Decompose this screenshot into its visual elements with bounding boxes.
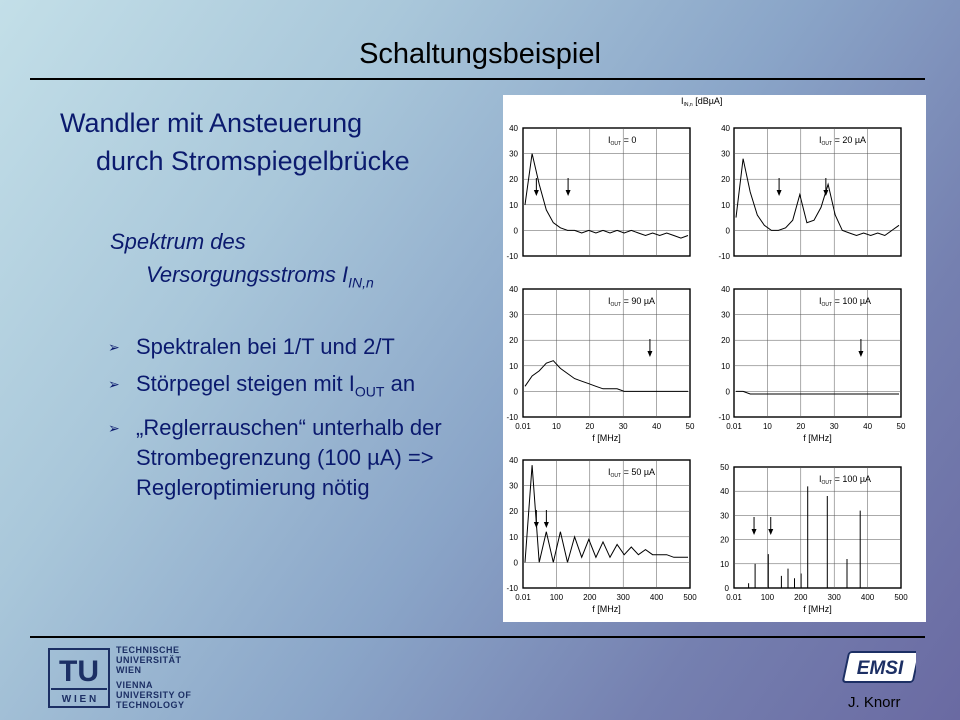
panel-frame (734, 128, 901, 256)
bullet-item (108, 369, 488, 406)
bullet-item (108, 413, 488, 503)
x-tick-label: 40 (863, 422, 873, 431)
spectrum-panel (718, 285, 906, 443)
emsi-text: EMSI (856, 658, 904, 679)
x-axis-label: f [MHz] (803, 604, 832, 614)
y-tick-label: 20 (721, 175, 730, 185)
y-tick-label: 10 (721, 361, 730, 371)
panel-label: $I_{OUT} = 50$ µA (608, 467, 656, 479)
y-tick-label: 0 (724, 584, 729, 593)
spectrum-panel (506, 456, 697, 614)
y-tick-label: 40 (509, 456, 518, 465)
y-tick-label: 40 (720, 487, 729, 497)
x-tick-label: 0.01 (726, 422, 742, 431)
bullet-text: „Reglerrauschen“ unterhalb der Strombegrenzung (100 µA) => Regleroptimierung nötig (136, 415, 442, 501)
top-divider (30, 78, 925, 80)
y-tick-label: 20 (509, 175, 518, 185)
arrow-bullet-icon: ➢ (108, 376, 120, 392)
x-tick-label: 30 (618, 422, 628, 431)
panel-label: $I_{OUT} = 20$ µA (819, 135, 867, 147)
y-tick-label: 20 (509, 336, 518, 346)
y-tick-label: 0 (725, 387, 730, 397)
y-tick-label: 20 (509, 507, 518, 517)
tu-city: W I E N (61, 694, 97, 705)
panel-frame (523, 128, 690, 256)
panel-label: $I_{OUT} = 90$ µA (608, 296, 656, 308)
y-tick-label: 10 (509, 200, 518, 210)
x-tick-label: 40 (652, 422, 662, 431)
arrow-bullet-icon: ➢ (108, 339, 120, 355)
bullet-item (108, 332, 488, 362)
bullet-text-after: an (384, 371, 416, 396)
bullet-text: Störpegel steigen mit I (136, 371, 355, 396)
x-tick-label: 400 (860, 593, 875, 602)
y-tick-label: 30 (509, 149, 518, 159)
panel-frame (523, 460, 690, 588)
subtitle-subscript: IN,n (348, 274, 374, 291)
x-tick-label: 500 (683, 593, 697, 602)
y-tick-label: 40 (509, 285, 518, 294)
x-tick-label: 10 (551, 422, 561, 431)
subtitle-text: Versorgungsstroms I (146, 262, 349, 287)
x-tick-label: 100 (760, 593, 775, 602)
y-tick-label: 30 (509, 310, 518, 320)
y-tick-label: -10 (506, 252, 518, 261)
spectrum-panel (506, 285, 695, 443)
x-tick-label: 500 (894, 593, 908, 602)
tu-line: UNIVERSITÄT (116, 655, 182, 665)
x-tick-label: 0.01 (515, 593, 531, 602)
x-tick-label: 50 (685, 422, 695, 431)
bullet-subscript: OUT (354, 383, 385, 400)
slide-heading (60, 104, 480, 180)
bottom-divider (30, 636, 925, 638)
x-tick-label: 20 (585, 422, 595, 431)
y-tick-label: -10 (718, 413, 730, 422)
tu-line: TECHNISCHE (116, 645, 180, 655)
spectrum-panel (720, 463, 908, 614)
tu-line: TECHNOLOGY (116, 700, 185, 710)
x-tick-label: 200 (794, 593, 808, 602)
panel-frame (734, 289, 901, 417)
tu-letters: TU (59, 655, 99, 688)
bullet-text: Spektralen bei 1/T und 2/T (136, 334, 395, 359)
spectrum-panel (718, 124, 901, 261)
x-tick-label: 300 (616, 593, 630, 602)
y-tick-label: -10 (506, 413, 518, 422)
x-tick-label: 400 (649, 593, 664, 602)
tu-line: UNIVERSITY OF (116, 690, 192, 700)
panel-label: $I_{OUT} = 100$ µA (819, 296, 872, 308)
tu-wien-wordmark (116, 645, 191, 710)
y-tick-label: 20 (721, 336, 730, 346)
y-tick-label: 30 (509, 481, 518, 491)
bullet-list (108, 332, 488, 510)
x-tick-label: 30 (829, 422, 839, 431)
spectrum-subtitle (110, 225, 374, 299)
y-tick-label: 10 (721, 200, 730, 210)
y-tick-label: 0 (513, 226, 518, 236)
panel-label: $I_{OUT} = 100$ µA (819, 474, 872, 486)
x-tick-label: 100 (549, 593, 564, 602)
panel-frame (523, 289, 690, 417)
y-tick-label: 10 (509, 361, 518, 371)
y-tick-label: 20 (720, 535, 729, 545)
x-tick-label: 0.01 (726, 593, 742, 602)
spectrum-charts (503, 95, 926, 622)
x-tick-label: 200 (583, 593, 597, 602)
panel-frame (734, 467, 901, 588)
x-tick-label: 0.01 (515, 422, 531, 431)
heading-line-1: Wandler mit Ansteuerung (60, 108, 363, 138)
y-tick-label: -10 (718, 252, 730, 261)
x-tick-label: 20 (796, 422, 806, 431)
subtitle-line-2 (110, 258, 374, 299)
y-tick-label: 10 (720, 559, 729, 569)
tu-line: WIEN (116, 665, 142, 675)
emsi-logo (842, 648, 916, 686)
y-tick-label: 0 (725, 226, 730, 236)
x-axis-label: f [MHz] (592, 433, 621, 443)
y-tick-label: 30 (720, 511, 729, 521)
arrow-bullet-icon: ➢ (108, 420, 120, 437)
x-tick-label: 10 (762, 422, 772, 431)
y-tick-label: 10 (509, 532, 518, 542)
y-tick-label: -10 (506, 584, 518, 593)
x-tick-label: 300 (827, 593, 841, 602)
tu-line: VIENNA (116, 680, 154, 690)
y-tick-label: 40 (721, 124, 730, 133)
heading-line-2: durch Stromspiegelbrücke (96, 146, 410, 176)
y-tick-label: 30 (721, 149, 730, 159)
x-axis-label: f [MHz] (803, 433, 832, 443)
spectrum-panel (506, 124, 690, 261)
author-name: J. Knorr (848, 694, 901, 711)
figure-header: $I_{IN,n}$ [dBµA] (681, 96, 723, 108)
y-tick-label: 0 (513, 387, 518, 397)
y-tick-label: 40 (509, 124, 518, 133)
y-tick-label: 30 (721, 310, 730, 320)
x-axis-label: f [MHz] (592, 604, 621, 614)
x-tick-label: 50 (896, 422, 906, 431)
y-tick-label: 50 (720, 463, 729, 472)
slide-title: Schaltungsbeispiel (359, 38, 601, 70)
subtitle-line-1: Spektrum des (110, 229, 246, 254)
tu-wien-logo (48, 648, 110, 708)
panel-label: $I_{OUT} = 0$ (608, 135, 637, 147)
spectrum-figure (503, 95, 926, 622)
y-tick-label: 0 (513, 558, 518, 568)
y-tick-label: 40 (721, 285, 730, 294)
